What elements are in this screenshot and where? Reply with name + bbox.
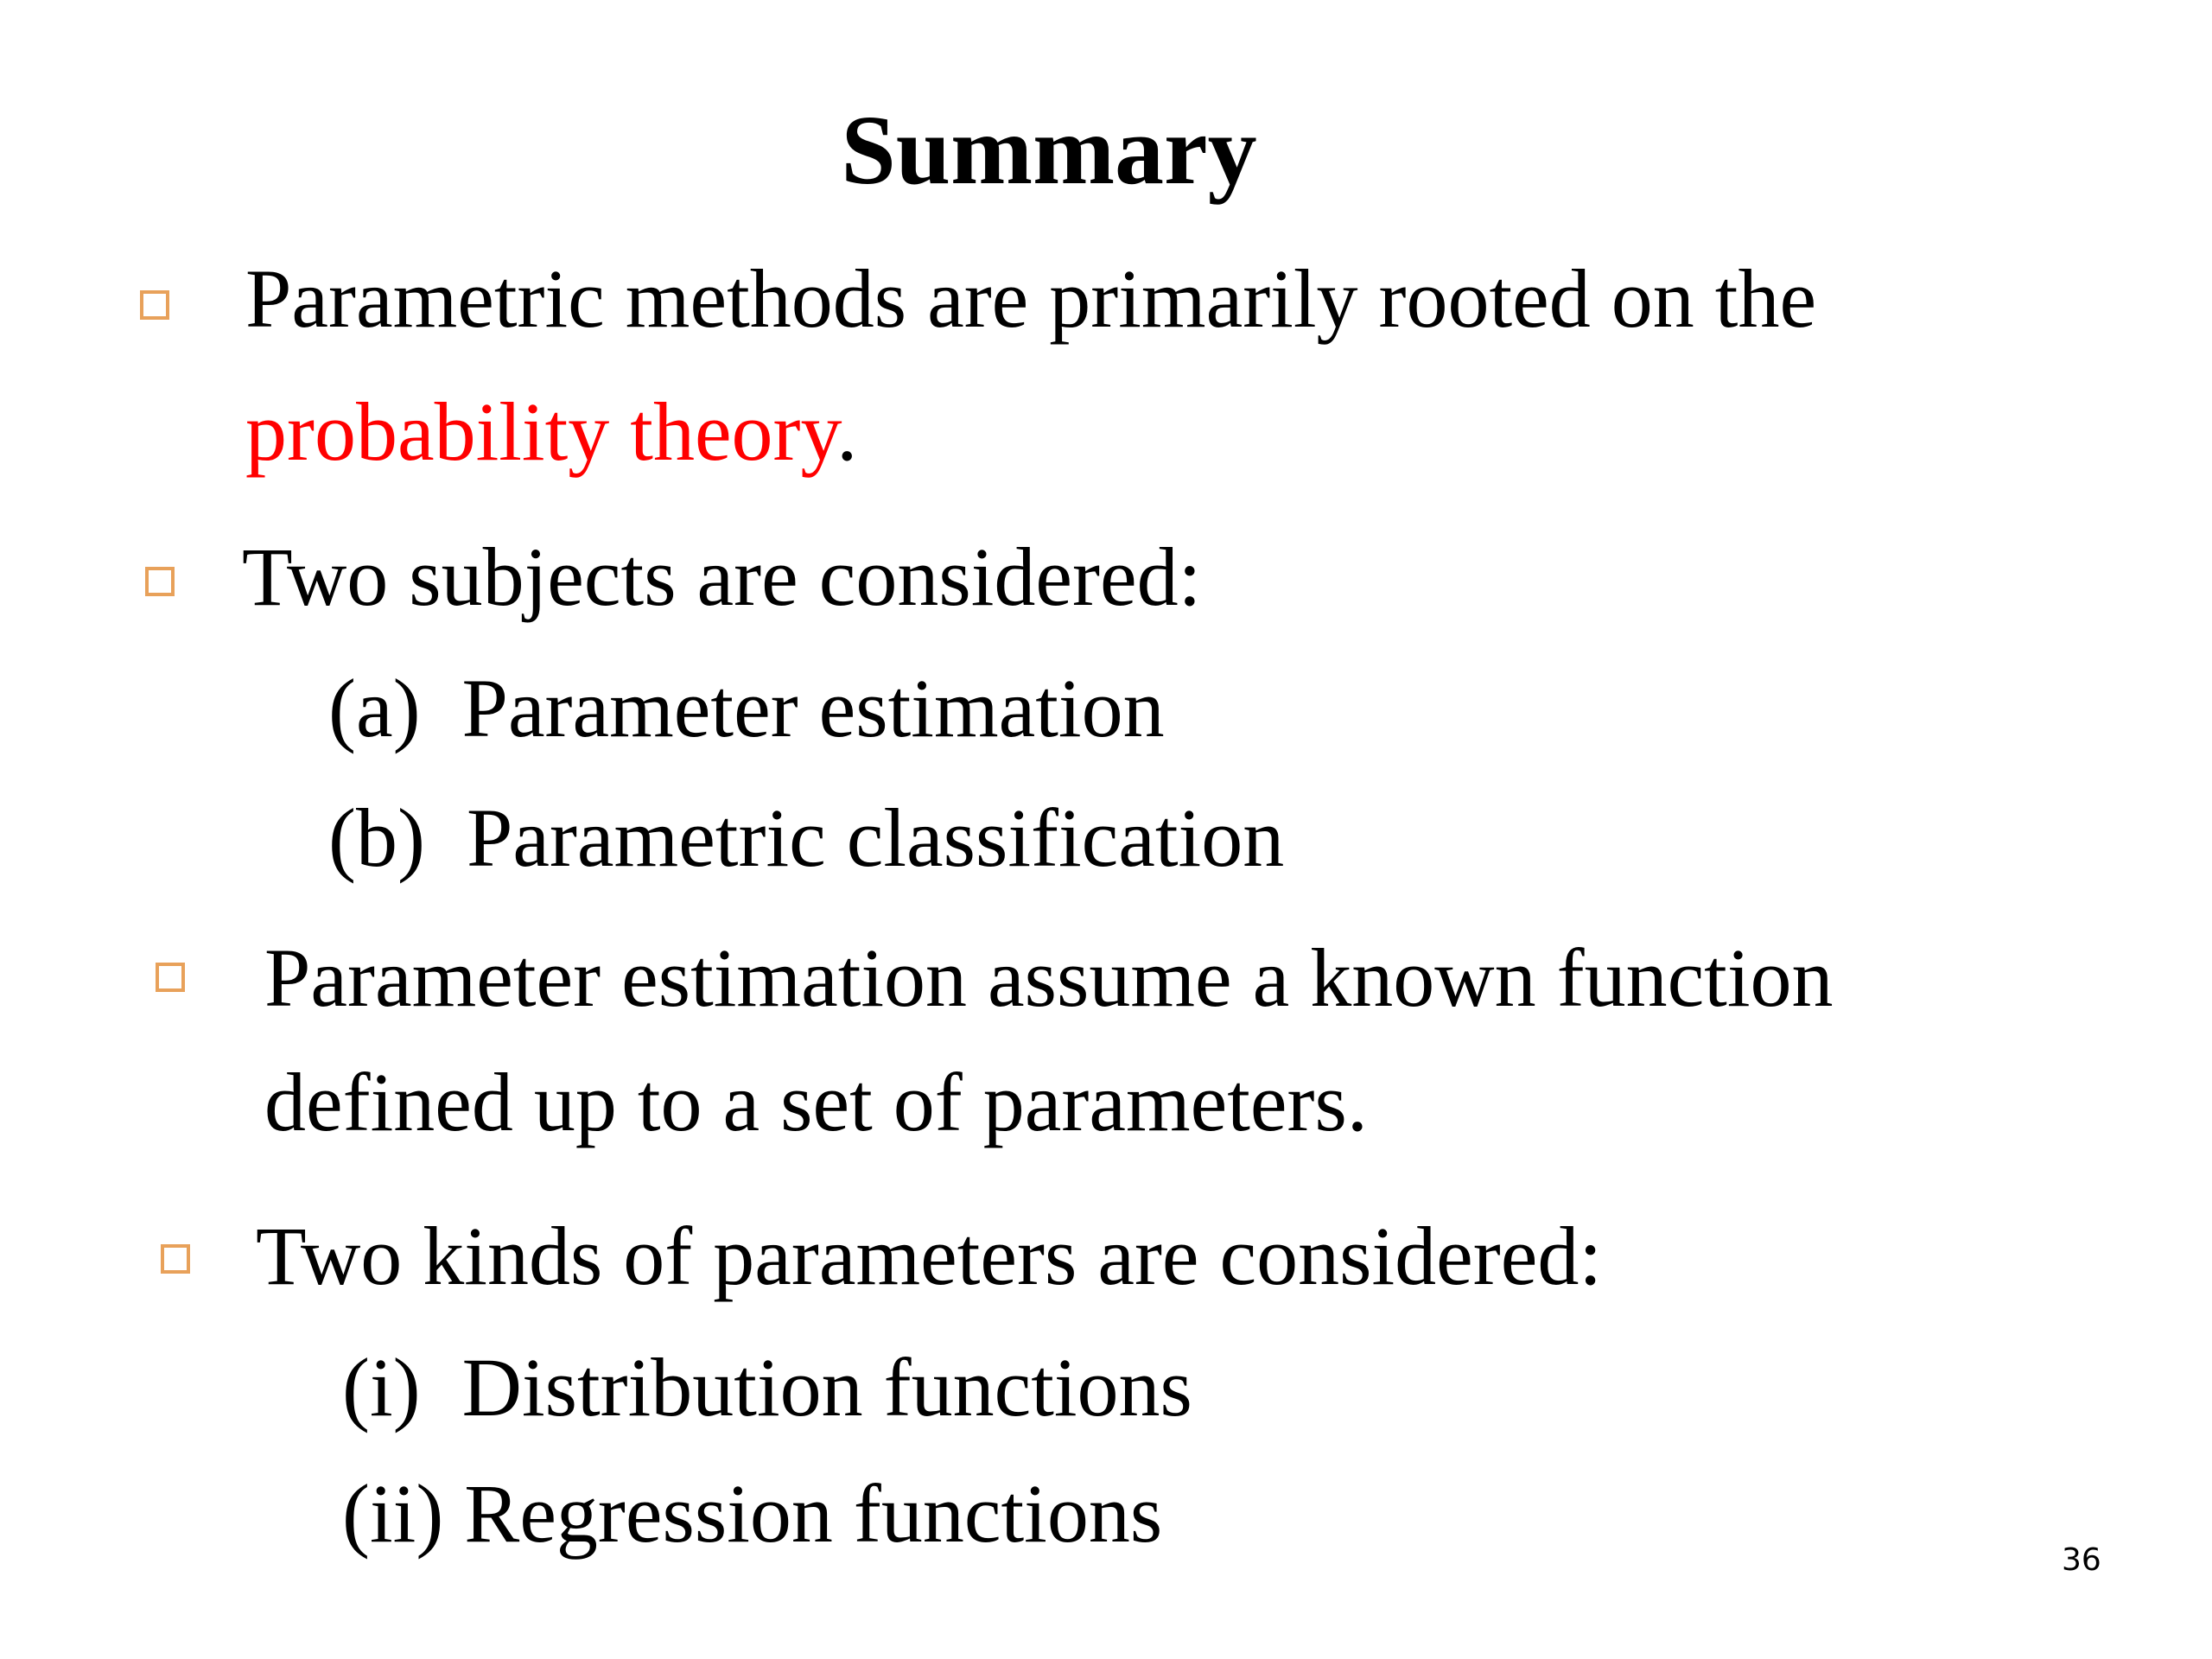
subitem-i [342, 1336, 1192, 1440]
subitem-b [328, 786, 1284, 890]
subitem-text: Parametric classification [466, 791, 1285, 884]
bullet-1-line-2-rest: . [836, 385, 858, 478]
highlighted-term: probability theory [245, 385, 837, 478]
slide-title: Summary [841, 95, 1257, 205]
bullet-3-line-1: Parameter estimation assume a known function [264, 931, 1834, 1024]
subitem-marker: (i) [342, 1341, 421, 1433]
hollow-square-bullet-icon [161, 1244, 190, 1274]
subitem-text: Regression functions [464, 1467, 1163, 1560]
bullet-1-line-1: Parametric methods are primarily rooted on the [245, 252, 1817, 345]
bullet-1-line-2 [245, 380, 857, 484]
page-number: 36 [2062, 1542, 2101, 1578]
hollow-square-bullet-icon [156, 963, 185, 992]
subitem-marker: (a) [328, 662, 421, 754]
subitem-marker: (b) [328, 791, 425, 884]
subitem-a [328, 657, 1165, 760]
bullet-3-line-2: defined up to a set of parameters. [264, 1056, 1368, 1148]
hollow-square-bullet-icon [145, 567, 175, 596]
subitem-text: Parameter estimation [461, 662, 1165, 754]
bullet-2-text: Two subjects are considered: [242, 531, 1202, 623]
bullet-4-text: Two kinds of parameters are considered: [256, 1210, 1603, 1302]
subitem-marker: (ii) [342, 1467, 444, 1560]
hollow-square-bullet-icon [140, 290, 169, 320]
subitem-text: Distribution functions [461, 1341, 1192, 1433]
subitem-ii [342, 1462, 1162, 1566]
